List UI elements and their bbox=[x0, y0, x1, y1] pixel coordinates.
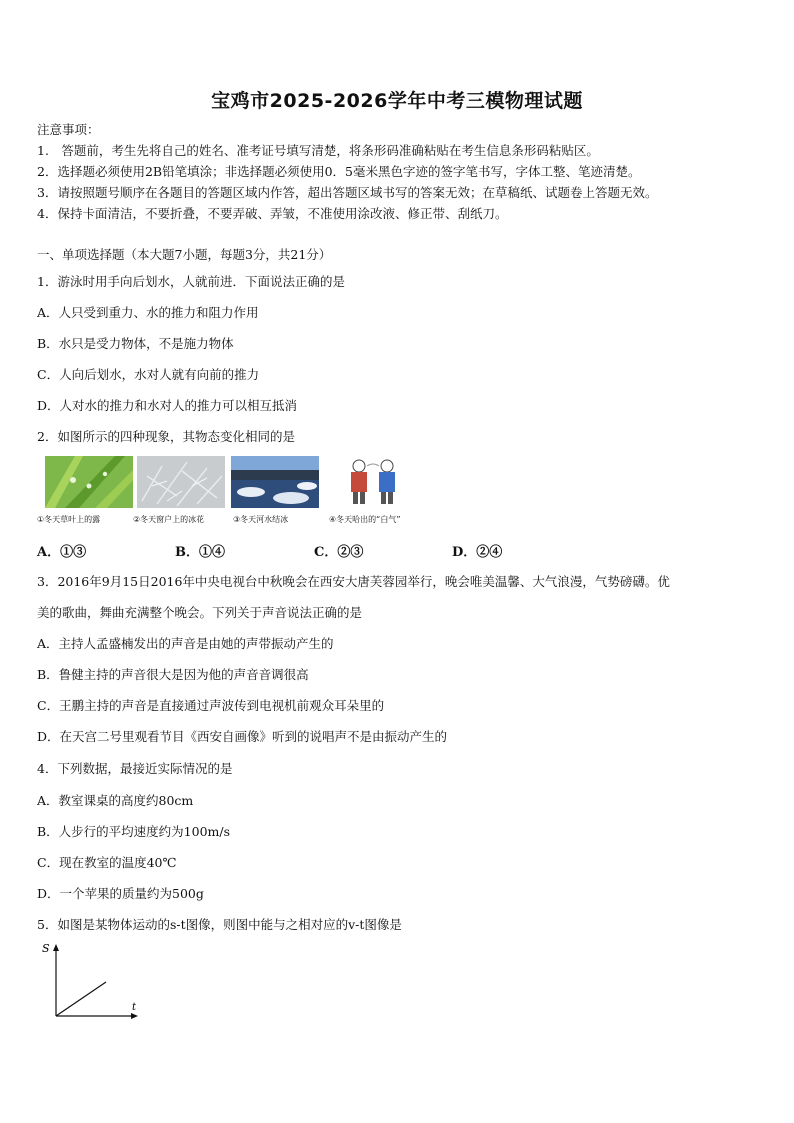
breath-vapor-image bbox=[329, 456, 417, 508]
exam-title: 宝鸡市2025-2026学年中考三模物理试题 bbox=[211, 90, 583, 112]
s-t-graph bbox=[38, 940, 148, 1025]
question-2-stem: 2．如图所示的四种现象，其物态变化相同的是 bbox=[37, 429, 295, 444]
dew-on-grass-image bbox=[45, 456, 133, 508]
question-1-option-d: D．人对水的推力和水对人的推力可以相互抵消 bbox=[37, 398, 298, 413]
question-4-option-c: C．现在教室的温度40℃ bbox=[37, 855, 177, 870]
question-3-option-d: D．在天宫二号里观看节目《西安自画像》听到的说唱声不是由振动产生的 bbox=[37, 729, 448, 744]
question-1-option-a: A．人只受到重力、水的推力和阻力作用 bbox=[37, 305, 259, 320]
question-2-choice-d: D．②④ bbox=[452, 545, 503, 560]
question-2-choice-b: B．①④ bbox=[175, 545, 225, 560]
question-4-option-b: B．人步行的平均速度约为100m/s bbox=[37, 824, 231, 839]
question-3-option-a: A．主持人孟盛楠发出的声音是由她的声带振动产生的 bbox=[37, 636, 334, 651]
question-4-option-d: D．一个苹果的质量约为500g bbox=[37, 886, 204, 901]
x-axis-arrow bbox=[131, 1013, 138, 1019]
notice-item: 3．请按照题号顺序在各题目的答题区域内作答，超出答题区域书写的答案无效；在草稿纸、试题卷上答题无效。 bbox=[37, 185, 658, 200]
notice-item: 4．保持卡面清洁，不要折叠，不要弄破、弄皱，不准使用涂改液、修正带、刮纸刀。 bbox=[37, 206, 508, 221]
question-3-stem: 3．2016年9月15日2016年中央电视台中秋晚会在西安大唐芙蓉园举行，晚会唯美温馨、大气浪漫，气势磅礴。优 bbox=[37, 574, 670, 589]
question-5-stem: 5．如图是某物体运动的s-t图像，则图中能与之相对应的v-t图像是 bbox=[37, 917, 402, 932]
figure-caption: ④冬天哈出的“白气” bbox=[329, 515, 401, 524]
question-4-option-a: A．教室课桌的高度约80cm bbox=[37, 793, 194, 808]
question-1-stem: 1．游泳时用手向后划水，人就前进．下面说法正确的是 bbox=[37, 274, 345, 289]
question-3-stem-cont: 美的歌曲，舞曲充满整个晚会。下列关于声音说法正确的是 bbox=[37, 605, 363, 620]
figure-caption: ①冬天草叶上的露 bbox=[37, 515, 101, 524]
notice-item: 1. 答题前，考生先将自己的姓名、准考证号填写清楚，将条形码准确粘贴在考生信息条形码粘贴区。 bbox=[37, 143, 599, 158]
notice-item: 2．选择题必须使用2B铅笔填涂；非选择题必须使用0．5毫米黑色字迹的签字笔书写，字体工整、笔迹清楚。 bbox=[37, 164, 641, 179]
section-heading: 一、单项选择题（本大题7小题，每题3分，共21分） bbox=[37, 247, 332, 262]
notice-heading: 注意事项： bbox=[37, 122, 100, 137]
x-axis-label: t bbox=[132, 1002, 137, 1013]
question-4-stem: 4．下列数据，最接近实际情况的是 bbox=[37, 761, 233, 776]
s-t-line bbox=[56, 982, 106, 1016]
question-1-option-c: C．人向后划水，水对人就有向前的推力 bbox=[37, 367, 260, 382]
question-2-figure bbox=[37, 456, 417, 528]
question-3-option-c: C．王鹏主持的声音是直接通过声波传到电视机前观众耳朵里的 bbox=[37, 698, 385, 713]
figure-caption: ③冬天河水结冰 bbox=[233, 515, 289, 524]
figure-caption: ②冬天窗户上的冰花 bbox=[133, 515, 205, 524]
y-axis-label: S bbox=[42, 942, 50, 955]
question-3-option-b: B．鲁健主持的声音很大是因为他的声音音调很高 bbox=[37, 667, 309, 682]
question-2-choice-c: C．②③ bbox=[314, 545, 364, 560]
y-axis-arrow bbox=[53, 944, 59, 951]
window-frost-image bbox=[137, 456, 225, 508]
question-1-option-b: B．水只是受力物体，不是施力物体 bbox=[37, 336, 234, 351]
frozen-river-image bbox=[231, 456, 319, 508]
question-2-choice-a: A．①③ bbox=[37, 545, 87, 560]
